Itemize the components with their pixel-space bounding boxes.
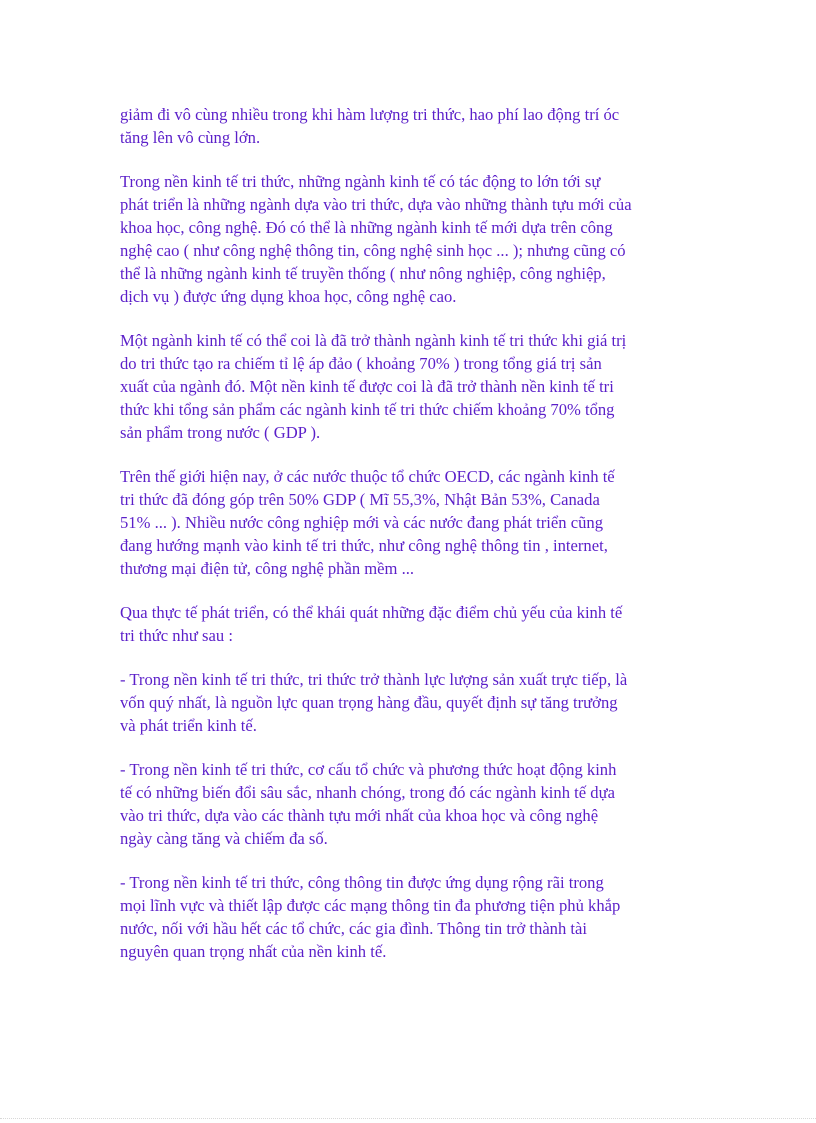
- page-bottom-divider: [0, 1118, 816, 1119]
- text-line: và phát triển kinh tế.: [120, 716, 257, 735]
- text-line: vốn quý nhất, là nguồn lực quan trọng hàng đầu, quyết định sự tăng trưởng: [120, 693, 618, 712]
- text-line: đang hướng mạnh vào kinh tế tri thức, như công nghệ thông tin , internet,: [120, 536, 608, 555]
- text-line: dịch vụ ) được ứng dụng khoa học, công nghệ cao.: [120, 287, 457, 306]
- text-line: nghệ cao ( như công nghệ thông tin, công nghệ sinh học ... ); nhưng cũng có: [120, 241, 626, 260]
- text-line: thể là những ngành kinh tế truyền thống ( như nông nghiệp, công nghiệp,: [120, 264, 606, 283]
- text-line: thức khi tổng sản phẩm các ngành kinh tế tri thức chiếm khoảng 70% tổng: [120, 400, 615, 419]
- bullet-information-technology: [120, 871, 700, 963]
- text-line: Trong nền kinh tế tri thức, những ngành kinh tế có tác động to lớn tới sự: [120, 172, 601, 191]
- paragraph-key-industries: [120, 170, 700, 308]
- paragraph-world-situation: [120, 465, 700, 580]
- text-line: Trên thế giới hiện nay, ở các nước thuộc tổ chức OECD, các ngành kinh tế: [120, 467, 615, 486]
- document-body: [120, 103, 700, 984]
- paragraph-characteristics-intro: [120, 601, 700, 647]
- text-line: Một ngành kinh tế có thể coi là đã trở thành ngành kinh tế tri thức khi giá trị: [120, 331, 627, 350]
- text-line: nguyên quan trọng nhất của nền kinh tế.: [120, 942, 387, 961]
- paragraph-definition-threshold: [120, 329, 700, 444]
- text-line: - Trong nền kinh tế tri thức, cơ cấu tổ chức và phương thức hoạt động kinh: [120, 760, 617, 779]
- text-line: khoa học, công nghệ. Đó có thể là những ngành kinh tế mới dựa trên công: [120, 218, 613, 237]
- text-line: - Trong nền kinh tế tri thức, công thông tin được ứng dụng rộng rãi trong: [120, 873, 604, 892]
- text-line: giảm đi vô cùng nhiều trong khi hàm lượng tri thức, hao phí lao động trí óc: [120, 105, 620, 124]
- bullet-structural-change: [120, 758, 700, 850]
- text-line: nước, nối với hầu hết các tổ chức, các gia đình. Thông tin trở thành tài: [120, 919, 588, 938]
- text-line: do tri thức tạo ra chiếm tỉ lệ áp đảo ( khoảng 70% ) trong tổng giá trị sản: [120, 354, 602, 373]
- text-line: tăng lên vô cùng lớn.: [120, 128, 261, 147]
- text-line: Qua thực tế phát triển, có thể khái quát những đặc điểm chủ yếu của kinh tế: [120, 603, 623, 622]
- paragraph-knowledge-intensity: [120, 103, 700, 149]
- text-line: thương mại điện tử, công nghệ phần mềm ...: [120, 559, 415, 578]
- text-line: tế có những biến đổi sâu sắc, nhanh chóng, trong đó các ngành kinh tế dựa: [120, 783, 615, 802]
- text-line: xuất của ngành đó. Một nền kinh tế được coi là đã trở thành nền kinh tế tri: [120, 377, 614, 396]
- text-line: 51% ... ). Nhiều nước công nghiệp mới và các nước đang phát triển cũng: [120, 513, 603, 532]
- text-line: ngày càng tăng và chiếm đa số.: [120, 829, 328, 848]
- text-line: tri thức đã đóng góp trên 50% GDP ( Mĩ 55,3%, Nhật Bản 53%, Canada: [120, 490, 600, 509]
- bullet-knowledge-production-force: [120, 668, 700, 737]
- text-line: mọi lĩnh vực và thiết lập được các mạng thông tin đa phương tiện phủ khắp: [120, 896, 621, 915]
- text-line: tri thức như sau :: [120, 626, 233, 645]
- text-line: vào tri thức, dựa vào các thành tựu mới nhất của khoa học và công nghệ: [120, 806, 599, 825]
- text-line: sản phẩm trong nước ( GDP ).: [120, 423, 321, 442]
- text-line: phát triển là những ngành dựa vào tri thức, dựa vào những thành tựu mới của: [120, 195, 632, 214]
- text-line: - Trong nền kinh tế tri thức, tri thức trở thành lực lượng sản xuất trực tiếp, là: [120, 670, 628, 689]
